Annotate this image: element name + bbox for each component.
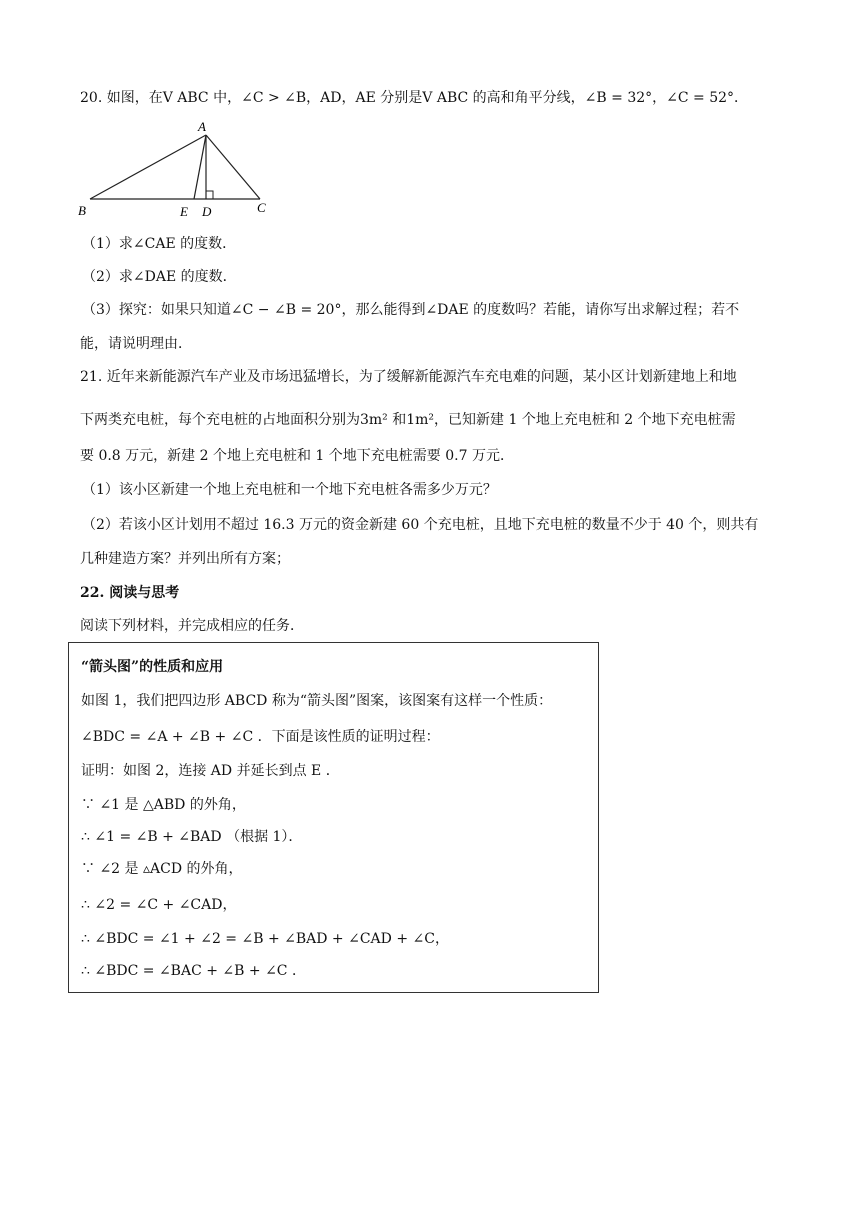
- q21-line1: 21. 近年来新能源汽车产业及市场迅猛增长，为了缓解新能源汽车充电难的问题，某小区计划新建地上和地: [80, 369, 737, 385]
- q21-line3: 要 0.8 万元，新建 2 个地上充电桩和 1 个地下充电桩需要 0.7 万元．: [80, 448, 514, 464]
- label-c: C: [257, 200, 266, 215]
- q20-part3-line2: 能，请说明理由．: [80, 336, 192, 352]
- q22-title: 22. 阅读与思考: [80, 585, 180, 601]
- segment-ae: [194, 135, 206, 199]
- triangle-figure: [74, 120, 284, 220]
- q20-part3-line1: （3）探究：如果只知道∠C − ∠B = 20°，那么能得到∠DAE 的度数吗？若能，请你写出求解过程；若不: [82, 302, 740, 318]
- label-d: D: [202, 204, 212, 219]
- material-line-5: ∴ ∠1 = ∠B + ∠BAD （根据 1）．: [81, 829, 303, 845]
- label-b: B: [78, 203, 86, 218]
- side-ab: [90, 135, 206, 199]
- material-heading: “箭头图”的性质和应用: [81, 659, 224, 675]
- material-line-9: ∴ ∠BDC = ∠BAC + ∠B + ∠C ．: [81, 963, 306, 979]
- material-line-7: ∴ ∠2 = ∠C + ∠CAD，: [81, 897, 237, 913]
- material-line-2: ∠BDC = ∠A + ∠B + ∠C ．下面是该性质的证明过程：: [81, 729, 440, 745]
- material-line-3: 证明：如图 2，连接 AD 并延长到点 E ．: [81, 763, 340, 779]
- material-line-6: ∵ ∠2 是 ▵ACD 的外角，: [81, 861, 243, 877]
- material-line-1: 如图 1，我们把四边形 ABCD 称为“箭头图”图案，该图案有这样一个性质：: [81, 693, 553, 709]
- q21-part1: （1）该小区新建一个地上充电桩和一个地下充电桩各需多少万元？: [82, 482, 497, 498]
- label-a: A: [198, 120, 206, 134]
- q20-stem: 20. 如图，在V ABC 中，∠C > ∠B，AD，AE 分别是V ABC 的高和角平分线，∠B = 32°，∠C = 52°．: [80, 90, 749, 106]
- side-ac: [206, 135, 260, 199]
- right-angle-mark: [206, 191, 213, 199]
- q21-part2-line2: 几种建造方案？并列出所有方案；: [80, 551, 290, 567]
- q21-line2: 下两类充电桩，每个充电桩的占地面积分别为3m² 和1m²，已知新建 1 个地上充电桩和 2 个地下充电桩需: [80, 412, 736, 428]
- label-e: E: [180, 204, 188, 219]
- material-line-8: ∴ ∠BDC = ∠1 + ∠2 = ∠B + ∠BAD + ∠CAD + ∠C，: [81, 931, 449, 947]
- q21-part2-line1: （2）若该小区计划用不超过 16.3 万元的资金新建 60 个充电桩，且地下充电桩的数量不少于 40 个，则共有: [82, 517, 759, 533]
- material-line-4: ∵ ∠1 是 △ABD 的外角，: [81, 797, 246, 813]
- q20-part1: （1）求∠CAE 的度数．: [82, 236, 237, 252]
- q20-part2: （2）求∠DAE 的度数．: [82, 269, 237, 285]
- q22-intro: 阅读下列材料，并完成相应的任务．: [80, 618, 304, 634]
- material-box: [68, 642, 599, 993]
